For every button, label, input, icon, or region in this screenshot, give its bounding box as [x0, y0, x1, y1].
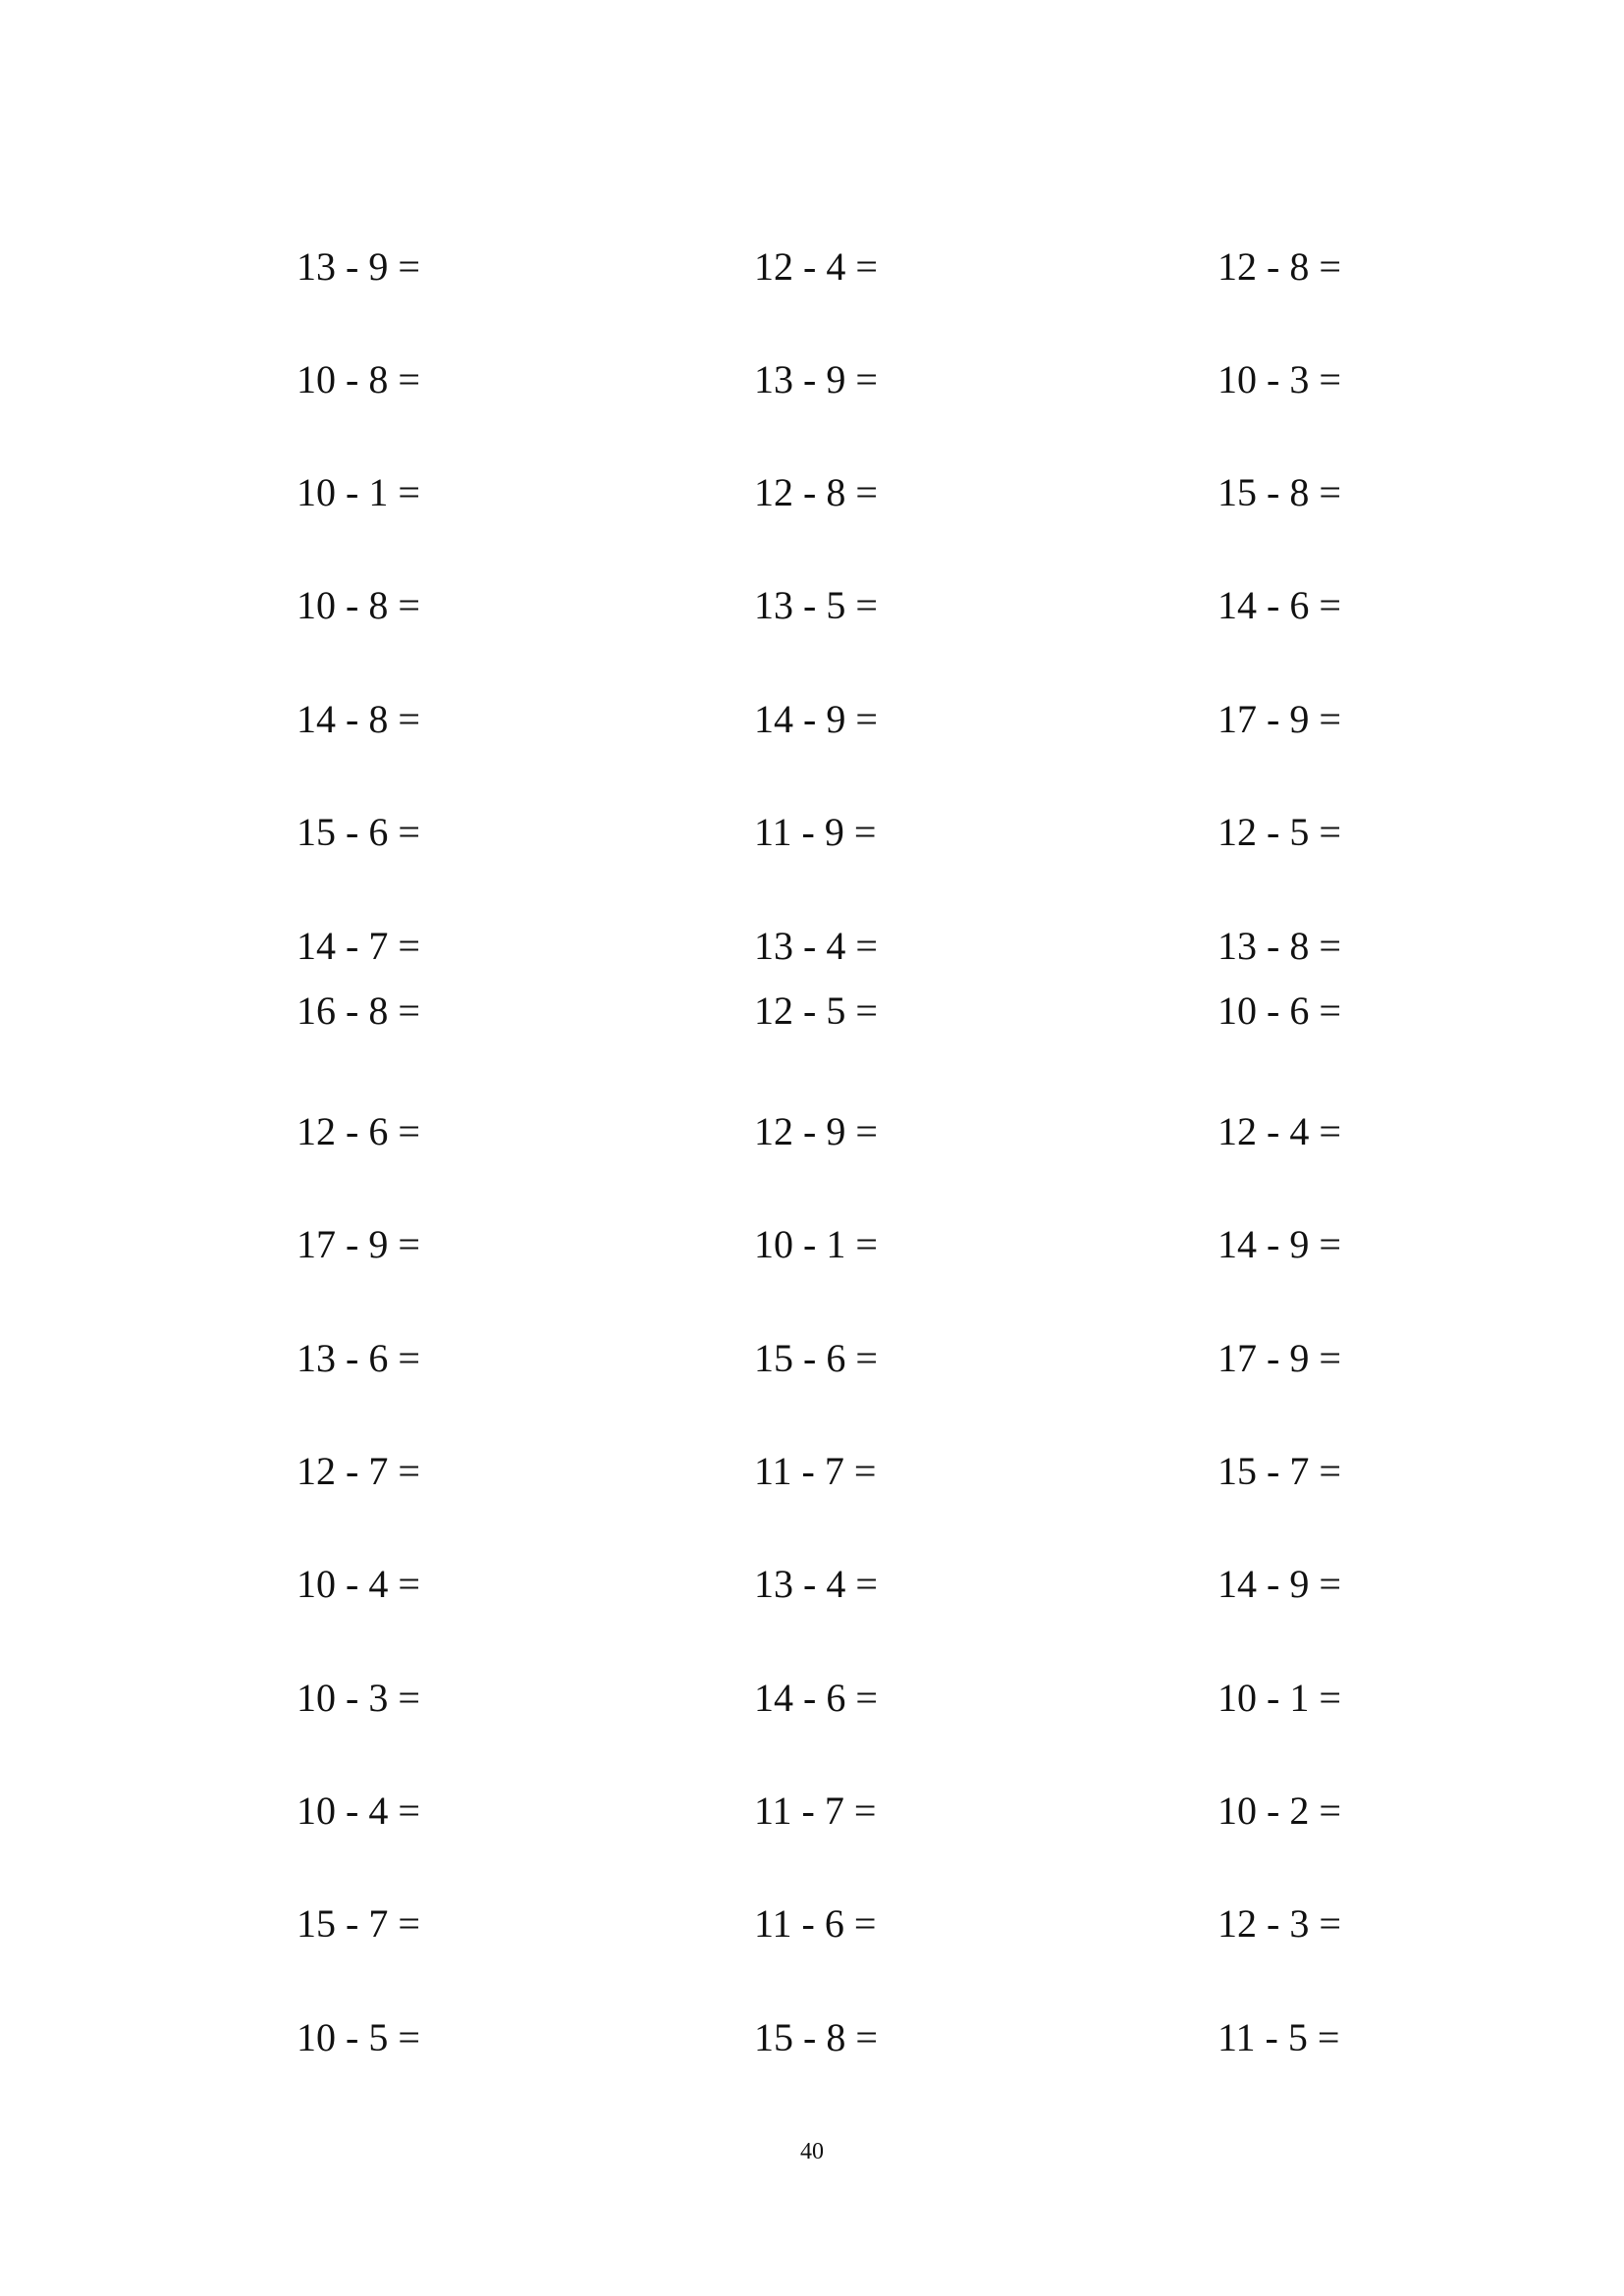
problem-r7-c2: 13 - 4 = [754, 924, 878, 968]
problem-r16-c3: 12 - 3 = [1218, 1901, 1341, 1946]
problem-r17-c2: 15 - 8 = [754, 2015, 878, 2059]
problem-r14-c2: 14 - 6 = [754, 1676, 878, 1720]
problem-r2-c2: 13 - 9 = [754, 357, 878, 401]
problem-r1-c3: 12 - 8 = [1218, 244, 1341, 289]
problem-r5-c2: 14 - 9 = [754, 697, 878, 741]
problem-r9-c2: 12 - 9 = [754, 1109, 878, 1153]
problem-r16-c1: 15 - 7 = [297, 1901, 420, 1946]
problem-r15-c2: 11 - 7 = [754, 1789, 877, 1833]
problem-r15-c1: 10 - 4 = [297, 1789, 420, 1833]
problem-r17-c1: 10 - 5 = [297, 2015, 420, 2059]
problem-r10-c3: 14 - 9 = [1218, 1222, 1341, 1266]
problem-r9-c3: 12 - 4 = [1218, 1109, 1341, 1153]
problem-r3-c2: 12 - 8 = [754, 470, 878, 514]
problem-r8-c3: 10 - 6 = [1218, 988, 1341, 1033]
problem-r3-c1: 10 - 1 = [297, 470, 420, 514]
problem-r11-c3: 17 - 9 = [1218, 1336, 1341, 1380]
problem-r4-c1: 10 - 8 = [297, 583, 420, 627]
problem-r9-c1: 12 - 6 = [297, 1109, 420, 1153]
problem-r3-c3: 15 - 8 = [1218, 470, 1341, 514]
problem-r6-c1: 15 - 6 = [297, 810, 420, 854]
problem-r13-c1: 10 - 4 = [297, 1562, 420, 1606]
problem-r17-c3: 11 - 5 = [1218, 2015, 1340, 2059]
problem-r10-c2: 10 - 1 = [754, 1222, 878, 1266]
problem-r16-c2: 11 - 6 = [754, 1901, 877, 1946]
problem-r2-c3: 10 - 3 = [1218, 357, 1341, 401]
problem-r4-c3: 14 - 6 = [1218, 583, 1341, 627]
problem-r6-c3: 12 - 5 = [1218, 810, 1341, 854]
problem-r14-c3: 10 - 1 = [1218, 1676, 1341, 1720]
problem-r7-c1: 14 - 7 = [297, 924, 420, 968]
problem-r11-c1: 13 - 6 = [297, 1336, 420, 1380]
problem-r13-c3: 14 - 9 = [1218, 1562, 1341, 1606]
problem-r10-c1: 17 - 9 = [297, 1222, 420, 1266]
problem-r6-c2: 11 - 9 = [754, 810, 877, 854]
problem-r12-c3: 15 - 7 = [1218, 1449, 1341, 1493]
problem-r2-c1: 10 - 8 = [297, 357, 420, 401]
page-number: 40 [800, 2139, 824, 2164]
problem-r5-c3: 17 - 9 = [1218, 697, 1341, 741]
problem-r1-c1: 13 - 9 = [297, 244, 420, 289]
problem-r8-c2: 12 - 5 = [754, 988, 878, 1033]
problem-r15-c3: 10 - 2 = [1218, 1789, 1341, 1833]
problem-r7-c3: 13 - 8 = [1218, 924, 1341, 968]
problem-r12-c2: 11 - 7 = [754, 1449, 877, 1493]
problem-r1-c2: 12 - 4 = [754, 244, 878, 289]
problem-r8-c1: 16 - 8 = [297, 988, 420, 1033]
problem-r14-c1: 10 - 3 = [297, 1676, 420, 1720]
problem-r5-c1: 14 - 8 = [297, 697, 420, 741]
problem-r11-c2: 15 - 6 = [754, 1336, 878, 1380]
problem-r4-c2: 13 - 5 = [754, 583, 878, 627]
problem-r13-c2: 13 - 4 = [754, 1562, 878, 1606]
problem-r12-c1: 12 - 7 = [297, 1449, 420, 1493]
